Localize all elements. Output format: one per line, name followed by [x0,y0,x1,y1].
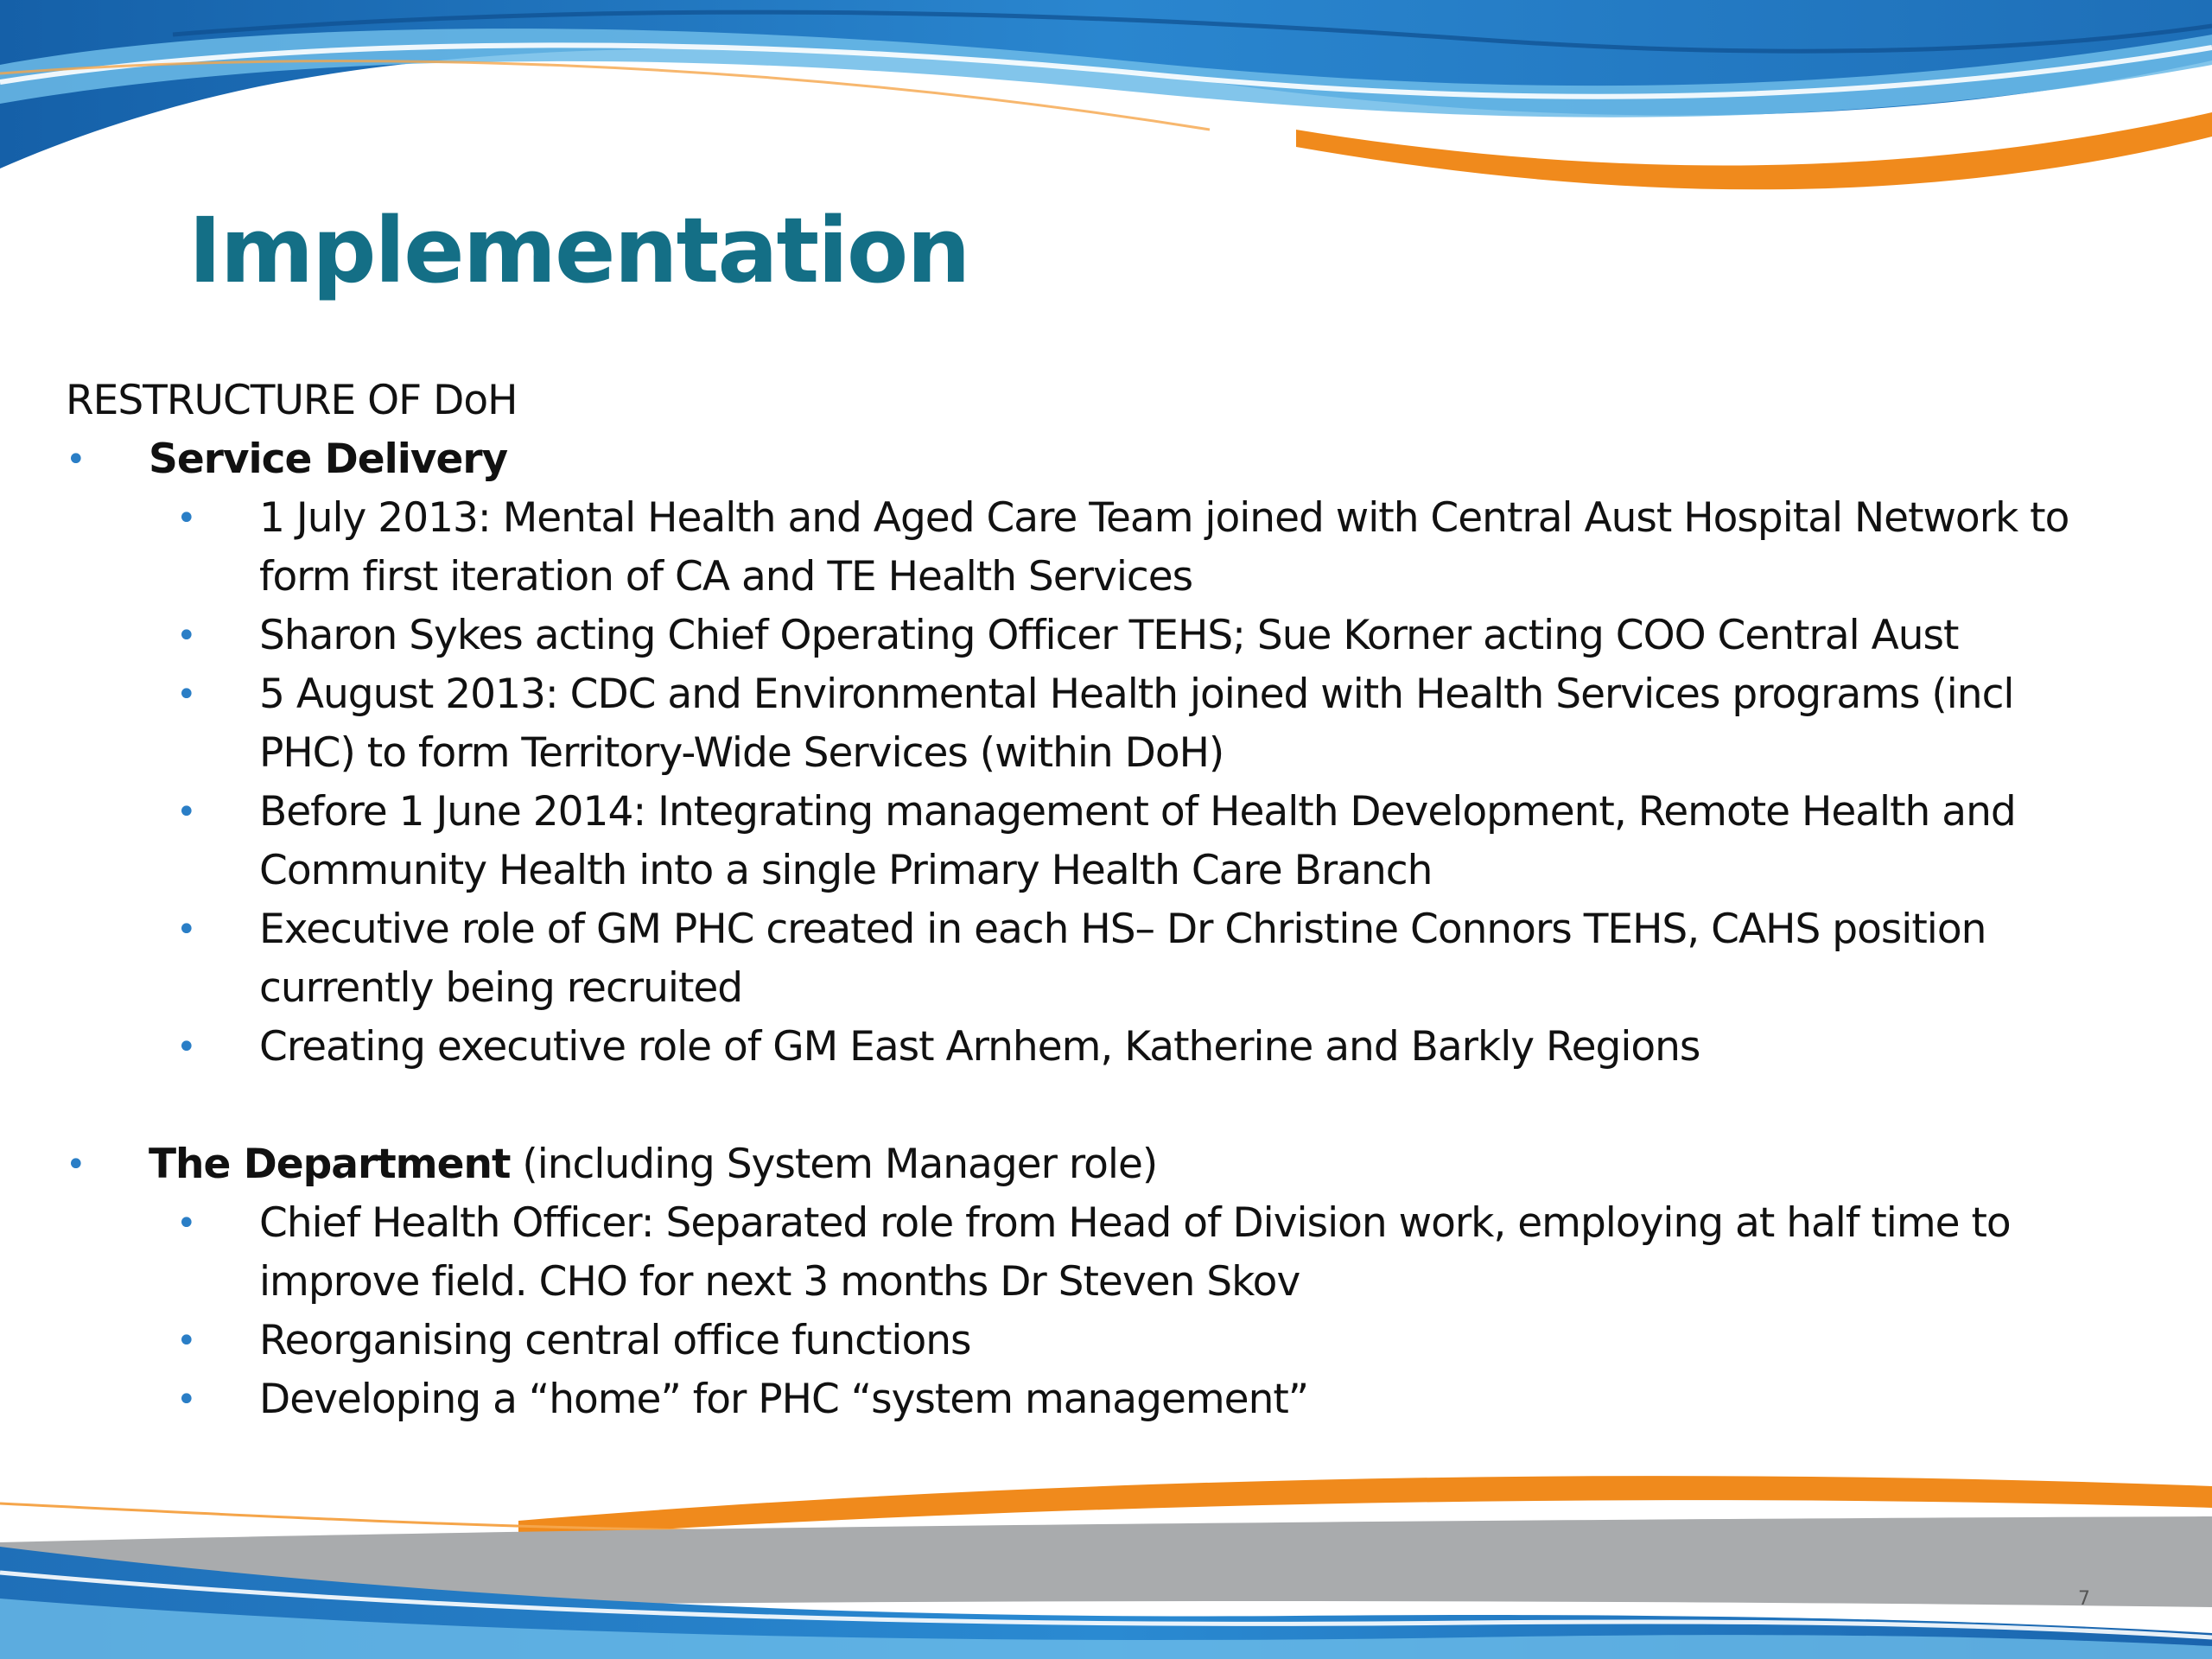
bullet-dot: • [176,1380,196,1420]
sub-bullet-line: currently being recruited [259,964,743,1012]
sub-bullet [66,900,2174,1018]
bullet-dot: • [176,910,196,950]
sub-bullet-line: Developing a “home” for PHC “system management” [259,1376,1309,1423]
bullet-dot: • [176,792,196,832]
bullet-dot: • [176,499,196,538]
sub-bullet [66,1312,2174,1370]
section-heading: RESTRUCTURE OF DoH [66,377,518,424]
bullet-dot: • [176,675,196,715]
sub-bullet-line: 5 August 2013: CDC and Environmental Health joined with Health Services programs (incl [259,671,2014,718]
spacer [66,1077,2174,1135]
sub-bullet-line: form first iteration of CA and TE Health Services [259,553,1193,601]
sub-bullet-line: Reorganising central office functions [259,1317,971,1364]
bullet-dot: • [66,440,86,480]
bottom-wave-decoration [0,1469,2212,1659]
sub-bullet [66,607,2174,665]
bullet-dot: • [66,1145,86,1185]
sub-bullet-line: 1 July 2013: Mental Health and Aged Care Team joined with Central Aust Hospital Network to [259,494,2069,542]
bullet-service-delivery [66,430,2174,489]
sub-bullet [66,1370,2174,1429]
page-number: 7 [2078,1588,2090,1610]
sub-bullet-line: Executive role of GM PHC created in each HS– Dr Christine Connors TEHS, CAHS position [259,906,1986,953]
bullet-the-department [66,1135,2174,1194]
bullet-dot: • [176,1204,196,1243]
sub-bullet-line: Sharon Sykes acting Chief Operating Officer TEHS; Sue Korner acting COO Central Aust [259,612,1959,659]
sub-bullet-line: PHC) to form Territory-Wide Services (within DoH) [259,729,1224,777]
slide-body [66,372,2174,1429]
sub-bullet-line: Chief Health Officer: Separated role from Head of Division work, employing at half time to [259,1199,2011,1247]
bullet-heading-rest: (including System Manager role) [510,1141,1158,1188]
sub-bullet [66,783,2174,900]
sub-bullet-line: Creating executive role of GM East Arnhem, Katherine and Barkly Regions [259,1023,1700,1071]
sub-bullet-line: Before 1 June 2014: Integrating management of Health Development, Remote Health and [259,788,2016,836]
bullet-dot: • [176,1321,196,1361]
sub-bullet-line: Community Health into a single Primary Health Care Branch [259,847,1433,894]
sub-bullet [66,1018,2174,1077]
bullet-heading-bold: The Department [149,1141,511,1188]
sub-bullet [66,1194,2174,1312]
sub-bullet-line: improve field. CHO for next 3 months Dr Steven Skov [259,1258,1300,1306]
sub-bullet [66,489,2174,607]
bullet-dot: • [176,616,196,656]
bullet-dot: • [176,1027,196,1067]
top-orange-sweep [1296,112,2212,189]
bullet-heading-bold: Service Delivery [149,435,508,483]
top-wave-decoration [0,0,2212,225]
sub-bullet [66,665,2174,783]
slide-title: Implementation [188,198,969,303]
